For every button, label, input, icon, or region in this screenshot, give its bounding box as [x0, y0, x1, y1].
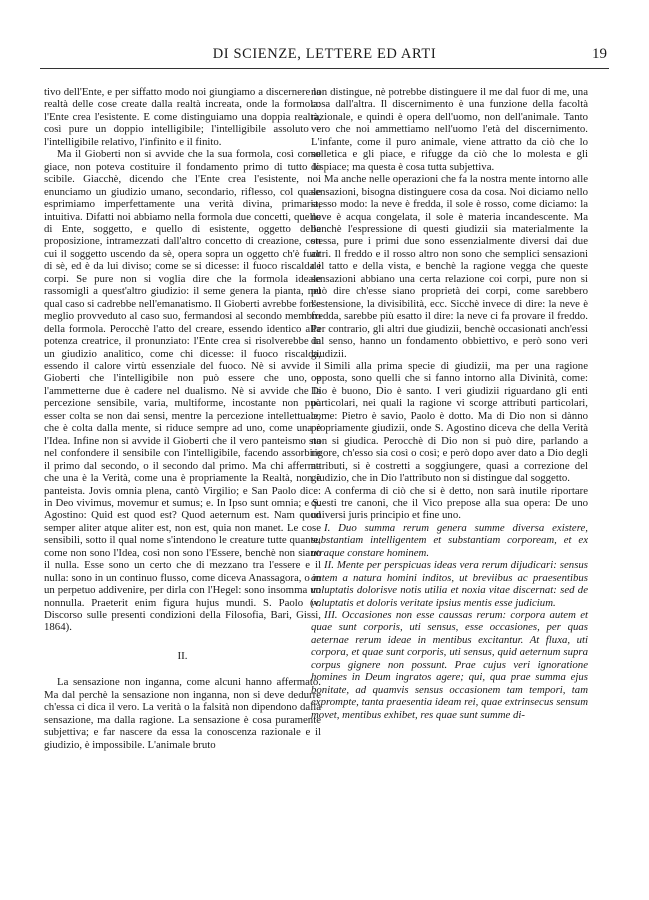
left-column — [44, 86, 321, 751]
running-header — [40, 46, 609, 69]
latin-canon: I. Duo summa rerum genera summe diversa existere, substantiam intelligentem et substantiam corpoream, et ex utraque constare hominem. — [311, 521, 588, 559]
paragraph: Ma il Gioberti non si avvide che la sua formola, così come giace, non poteva costituire il fondamento primo di tutto lo scibile. Giacchè, dicendo che l'Ente crea l'esistente, noi enunciamo un giudizio umano, secondario, riflesso, col quale esprimiamo imperfettamente una verità divina, primaria, intuitiva. Difatti noi abbiamo nella formola due concetti, quello di Ente, soggetto, e quello di esistente, oggetto della proposizione, intramezzati dall'altro concetto di creazione, con cui il soggetto uscendo da sè, opera sopra un oggetto ch'è fuor di sè, ed è da lui diviso; come se si dicesse: il fuoco riscalda i corpi. Se pure non si voglia dire che la formola ideale rassomigli a quest'altro giudizio: il seme genera la pianta, nel qual caso si cadrebbe nell'emanatismo. Il Gioberti avrebbe forse meglio provveduto al caso suo, fermandosi al secondo membro della formola. Perocchè l'atto del creare, essendo identico alla potenza creatrice, il pronunziato: l'Ente crea si risolverebbe in un giudizio analitico, come chi dicesse: il fuoco riscalda, essendo il calore virtù essenziale del fuoco. Nè si avvide il Gioberti che l'intelligibile non può essere che uno, e l'ammetterne due è cadere nel dualismo. Nè si avvide che la percezione sensibile, varia, multiforme, incostante non può esser colta se non dai sensi, mentre la percezione intellettuale, che è colta dalla mente, si riduce sempre ad uno, come una è l'Idea. Infine non si avvide il Gioberti che il vero panteismo sta nel confondere il sensibile con l'intelligibile, facendo assorbire il primo dal secondo, o il secondo dal primo. Ma chi afferma che una è la Verità, come una è propriamente la Realtà, non è panteista. Jovis omnia plena, cantò Virgilio; e San Paolo dice: in Deo vivimus, movemur et sumus; e. In Ipso sunt omnia; e S. Agostino: Quid est quod est? Quod aeternum est. Nam quod semper aliter atque aliter est, non est, quia non manet. Le cose sensibili, sotto il qual nome s'intendono le creature tutte quante, come non sono l'Idea, così non sono l'Essere, benchè non siano il nulla. Esse sono un certo che di mezzano tra l'essere e il nulla: sono in un continuo flusso, come diceva Anassagora, o in un perpetuo addivenire, per dirla con l'Hegel: sono insomma un nonnulla. Praeterit enim figura hujus mundi. S. Paolo (v. Discorso sulle presenti condizioni della Filosofia, Bari, Gissi, 1864). — [44, 148, 321, 634]
latin-canon: III. Occasiones non esse caussas rerum: corpora autem et quae sunt corporis, uti sensus, esse occasiones, per quas aeternae rerum ideae in mentibus excitantur. At fluxa, uti corpora, et quae sunt corporis, uti sensus, quid aeternum supra corpus gignere non possunt. Prae cujus veri ignoratione homines in Deum ingratos agere; qui, qua prae summa ejus bonitate, ad quamvis sensus occasionem tam tempori, tam exprompte, tanta praesentia ideam rei, quae extrinsecus sensum movet, mentibus exhibet, res quae sunt summe di- — [311, 609, 588, 721]
paragraph: non distingue, nè potrebbe distinguere il me dal fuor di me, una cosa dall'altra. Il discernimento è una funzione della facoltà razionale, e quindi è opera dell'uomo, non dell'animale. Tanto vero che noi ammettiamo nell'uomo l'età del discernimento. L'infante, come il puro animale, viene attratto da ciò che lo solletica e gli piace, e rifugge da ciò che lo molesta e gli dispiace; ma questa è cosa tutta subjettiva. — [311, 86, 588, 173]
latin-canon: II. Mente per perspicuas ideas vera rerum dijudicari: sensus autem a natura homini inditos, ut breviibus ac praesentibus voluptatis dolorisve notis utilia et noxia vitae discernat: sed de voluptatis et doloris veritate ipsius mentis esse judicium. — [311, 559, 588, 609]
paragraph: tivo dell'Ente, e per siffatto modo noi giungiamo a discernere la realtà delle cose create dalla realtà increata, onde la formola: l'Ente crea l'esistente. E come distinguiamo una doppia realtà, così pure un doppio intelligibile; l'intelligibile assoluto e l'intelligibile relativo, l'infinito e il finito. — [44, 86, 321, 148]
section-heading: II. — [177, 649, 188, 662]
paragraph: Simili alla prima specie di giudizii, ma per una ragione opposta, sono quelli che si fanno intorno alla Divinità, come: Dio è buono, Dio è santo. I veri giudizii riguardano gli enti particolari, nei quali la ragione vi scorge attributi particolari, come: Pietro è savio, Paolo è dotto. Ma di Dio non si dànno propriamente giudizii, onde S. Agostino diceva che della Verità non si giudica. Perocchè di Dio non si può dire, parlando a rigore, ch'esso sia così o così; e però dopo aver dato a Dio degli attributi, si è costretti a soggiungere, quasi a correzione del giudizio, che in Dio l'attributo non si distingue dal soggetto. — [311, 359, 588, 485]
paragraph: La sensazione non inganna, come alcuni hanno affermato. Ma dal perchè la sensazione non inganna, non si deve dedurre ch'essa ci dica il vero. La verità o la falsità non dipendono dalla sensazione, ma dalla ragione. La sensazione è cosa puramente subjettiva; e far nascere da essa la conoscenza razionale e il giudizio, è impossibile. L'animale bruto — [44, 676, 321, 751]
page-number: 19 — [592, 46, 607, 62]
right-column — [311, 86, 588, 721]
paragraph: Ma anche nelle operazioni che fa la nostra mente intorno alle sensazioni, bisogna distinguere cosa da cosa. Noi diciamo nello stesso modo: la neve è fredda, il sole è rosso, come diciamo: la neve è acqua congelata, il sole è materia incandescente. Ma benchè l'espressione di questi giudizii sia materialmente la stessa, pure i primi due sono essenzialmente diversi dai due altri. Il freddo e il rosso altro non sono che semplici sensazioni del tatto e della vista, e benchè la ragione vegga che queste sensazioni abbiano una certa relazione coi corpi, pure non si può dire ch'esse siano proprietà dei corpi, come sarebbero l'estensione, la divisibilità, ecc. Sicchè invece di dire: la neve è fredda, sarebbe più esatto il dire: la neve ci fa provare il freddo. Per contrario, gli altri due giudizii, benchè occasionati anch'essi dal senso, hanno un fondamento obbiettivo, e però sono veri giudizii. — [311, 173, 588, 360]
paragraph: A conferma di ciò che si è detto, non sarà inutile riportare questi tre canoni, che il Vico prepose alla sua opera: De uno universi juris principio et fine uno. — [311, 484, 588, 522]
running-header-title: DI SCIENZE, LETTERE ED ARTI — [212, 46, 437, 62]
